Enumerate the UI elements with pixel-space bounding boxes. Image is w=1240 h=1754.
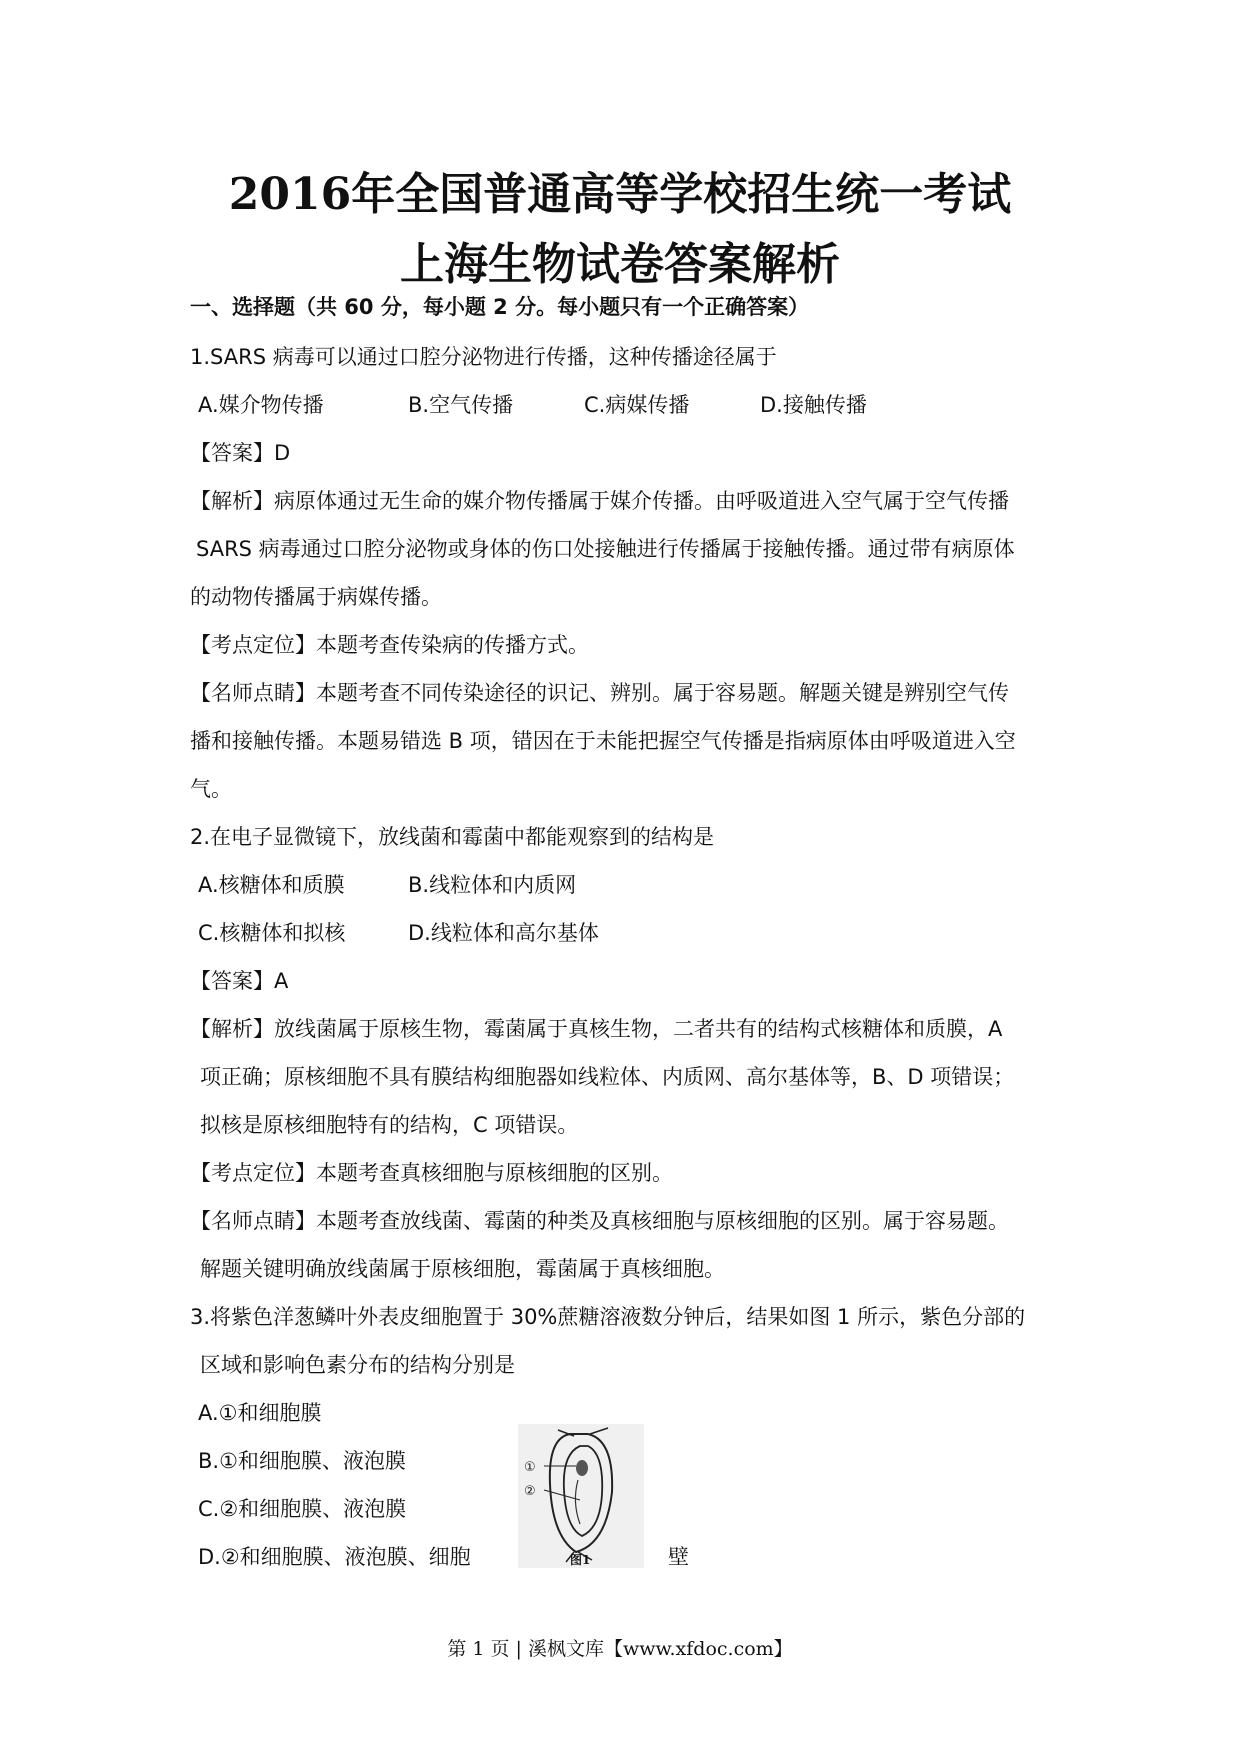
q2-analysis-line-2: 项正确；原核细胞不具有膜结构细胞器如线粒体、内质网、高尔基体等，B、D 项错误； [200,1065,1015,1089]
q3-option-d: D.②和细胞膜、液泡膜、细胞 [198,1545,471,1569]
q2-analysis-line-3: 拟核是原核细胞特有的结构，C 项错误。 [200,1113,579,1137]
q2-mingshi-line-2: 解题关键明确放线菌属于原核细胞，霉菌属于真核细胞。 [200,1257,725,1281]
title-line-1: 2016年全国普通高等学校招生统一考试 [228,169,1012,220]
q3-option-d-tail: 壁 [668,1545,689,1569]
q2-analysis-line-1: 【解析】放线菌属于原核生物，霉菌属于真核生物，二者共有的结构式核糖体和质膜，A [190,1017,1003,1041]
q1-stem: 1.SARS 病毒可以通过口腔分泌物进行传播，这种传播途径属于 [190,345,777,369]
section-heading: 一、选择题（共 60 分，每小题 2 分。每小题只有一个正确答案） [190,295,810,319]
q2-option-b: B.线粒体和内质网 [408,873,577,897]
q3-option-b: B.①和细胞膜、液泡膜 [198,1449,406,1473]
q2-option-a: A.核糖体和质膜 [198,873,345,897]
title-line-2: 上海生物试卷答案解析 [400,239,840,290]
q2-option-d: D.线粒体和高尔基体 [408,921,599,945]
q1-analysis-line-3: 的动物传播属于病媒传播。 [190,585,442,609]
q3-option-a: A.①和细胞膜 [198,1401,322,1425]
q1-option-b: B.空气传播 [408,393,514,417]
q3-stem-line-1: 3.将紫色洋葱鳞叶外表皮细胞置于 30%蔗糖溶液数分钟后，结果如图 1 所示，紫色分部的 [190,1305,1026,1329]
q1-mingshi-line-2: 播和接触传播。本题易错选 B 项，错因在于未能把握空气传播是指病原体由呼吸道进入空 [190,729,1016,753]
q1-option-c: C.病媒传播 [584,393,690,417]
figure-label-2: ② [524,1484,536,1499]
q2-answer: 【答案】A [190,969,289,993]
figure-caption: 图1 [570,1553,591,1567]
q1-mingshi-line-3: 气。 [190,777,232,801]
q1-mingshi-line-1: 【名师点睛】本题考查不同传染途径的识记、辨别。属于容易题。解题关键是辨别空气传 [190,681,1009,705]
page-footer: 第 1 页 | 溪枫文库【www.xfdoc.com】 [447,1638,793,1660]
q3-option-c: C.②和细胞膜、液泡膜 [198,1497,407,1521]
q1-kaodian: 【考点定位】本题考查传染病的传播方式。 [190,633,589,657]
q1-option-d: D.接触传播 [760,393,867,417]
q1-analysis-line-1: 【解析】病原体通过无生命的媒介物传播属于媒介传播。由呼吸道进入空气属于空气传播 [190,489,1009,513]
figure-1-onion-cell [518,1424,644,1568]
figure-label-1: ① [524,1460,536,1475]
q1-analysis-line-2: SARS 病毒通过口腔分泌物或身体的伤口处接触进行传播属于接触传播。通过带有病原体 [196,537,1015,561]
q2-stem: 2.在电子显微镜下，放线菌和霉菌中都能观察到的结构是 [190,825,715,849]
q2-kaodian: 【考点定位】本题考查真核细胞与原核细胞的区别。 [190,1161,673,1185]
q1-answer: 【答案】D [190,441,291,465]
q1-option-a: A.媒介物传播 [198,393,324,417]
q3-stem-line-2: 区域和影响色素分布的结构分别是 [200,1353,515,1377]
q2-option-c: C.核糖体和拟核 [198,921,346,945]
q2-mingshi-line-1: 【名师点睛】本题考查放线菌、霉菌的种类及真核细胞与原核细胞的区别。属于容易题。 [190,1209,1009,1233]
